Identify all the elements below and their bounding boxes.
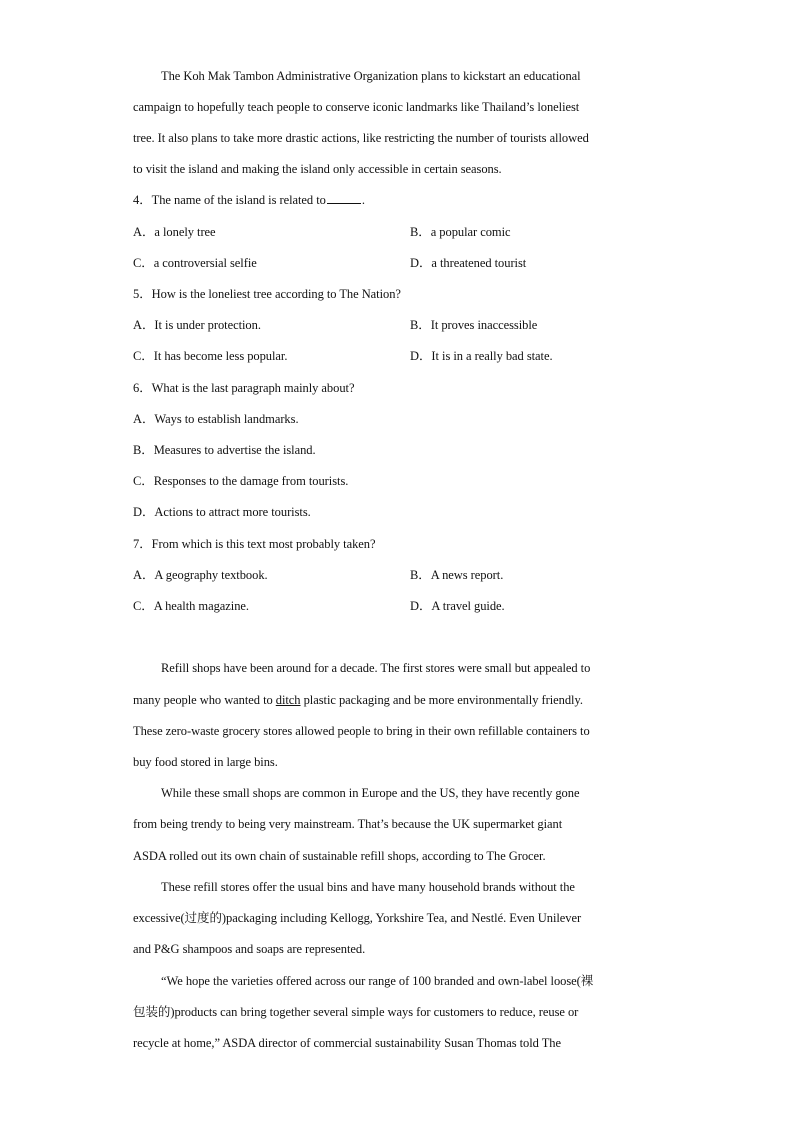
question-6-option-b: B．Measures to advertise the island.	[133, 443, 316, 457]
passage2-line: from being trendy to being very mainstream. That’s because the UK supermarket giant	[133, 817, 563, 831]
passage2-text: many people who wanted to	[133, 693, 276, 707]
passage2-line: Refill shops have been around for a decade. The first stores were small but appealed to	[161, 661, 591, 675]
question-7-option-a: A．A geography textbook.	[133, 568, 268, 582]
question-4-stem-text: 4．The name of the island is related to	[133, 193, 326, 207]
question-5-option-d: D．It is in a really bad state.	[410, 349, 553, 363]
question-4-option-d: D．a threatened tourist	[410, 256, 527, 270]
question-5-option-c: C．It has become less popular.	[133, 349, 288, 363]
passage2-line: These zero-waste grocery stores allowed people to bring in their own refillable containers to	[133, 724, 590, 738]
passage1-line: to visit the island and making the island only accessible in certain seasons.	[133, 162, 502, 176]
answer-blank	[327, 192, 361, 204]
passage2-line: 包装的)products can bring together several simple ways for customers to reduce, reuse or	[133, 1005, 579, 1019]
passage2-line: excessive(过度的)packaging including Kellogg, Yorkshire Tea, and Nestlé. Even Unilever	[133, 911, 582, 925]
question-4-stem	[133, 192, 365, 208]
question-6-option-d: D．Actions to attract more tourists.	[133, 505, 311, 519]
passage2-text: plastic packaging and be more environmentally friendly.	[300, 693, 583, 707]
passage1-line: The Koh Mak Tambon Administrative Organization plans to kickstart an educational	[161, 69, 581, 83]
underlined-word: ditch	[275, 693, 301, 707]
question-4-option-a: A．a lonely tree	[133, 225, 216, 239]
passage1-line: campaign to hopefully teach people to conserve iconic landmarks like Thailand’s loneliest	[133, 100, 580, 114]
passage2-line	[133, 692, 583, 708]
question-4-stem-end: .	[361, 193, 365, 207]
question-7-option-c: C．A health magazine.	[133, 599, 249, 613]
passage2-line: “We hope the varieties offered across our range of 100 branded and own-label loose(裸	[161, 974, 594, 988]
question-5-option-a: A．It is under protection.	[133, 318, 261, 332]
passage2-line: and P&G shampoos and soaps are represented.	[133, 942, 366, 956]
passage2-line: buy food stored in large bins.	[133, 755, 278, 769]
passage2-line: While these small shops are common in Europe and the US, they have recently gone	[161, 786, 580, 800]
question-6-option-c: C．Responses to the damage from tourists.	[133, 474, 349, 488]
question-5-option-b: B．It proves inaccessible	[410, 318, 538, 332]
passage1-line: tree. It also plans to take more drastic actions, like restricting the number of tourists allowed	[133, 131, 589, 145]
question-7-option-b: B．A news report.	[410, 568, 504, 582]
question-6-stem: 6．What is the last paragraph mainly about?	[133, 381, 355, 395]
question-5-stem: 5．How is the loneliest tree according to The Nation?	[133, 287, 401, 301]
passage2-line: recycle at home,” ASDA director of commercial sustainability Susan Thomas told The	[133, 1036, 561, 1050]
question-4-option-b: B．a popular comic	[410, 225, 511, 239]
question-6-option-a: A．Ways to establish landmarks.	[133, 412, 299, 426]
passage2-line: ASDA rolled out its own chain of sustainable refill shops, according to The Grocer.	[133, 849, 546, 863]
question-7-stem: 7．From which is this text most probably taken?	[133, 537, 376, 551]
question-7-option-d: D．A travel guide.	[410, 599, 505, 613]
question-4-option-c: C．a controversial selfie	[133, 256, 257, 270]
passage2-line: These refill stores offer the usual bins and have many household brands without the	[161, 880, 575, 894]
